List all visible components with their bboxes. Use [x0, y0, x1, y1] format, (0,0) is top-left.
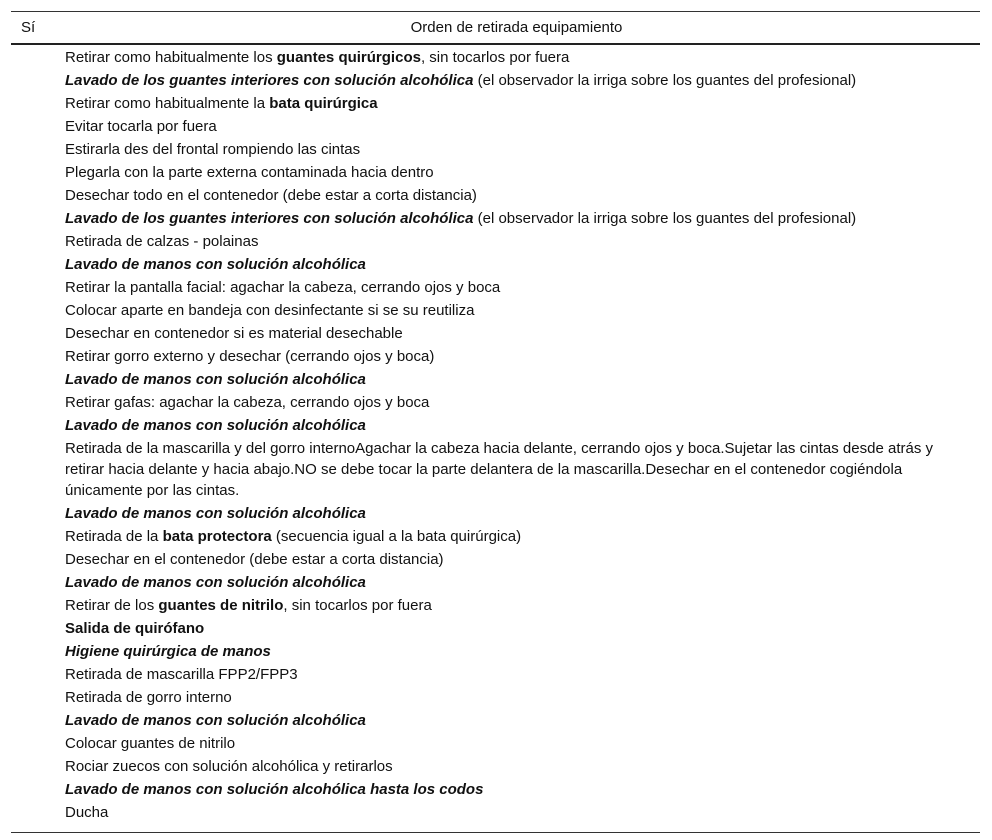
table-row [11, 687, 980, 708]
table-row [11, 323, 980, 344]
row-text: (el observador la irriga sobre los guantes del profesional) [473, 210, 857, 227]
emphasis-text: Lavado de manos con solución alcohólica [65, 574, 366, 591]
table-row [11, 618, 980, 639]
emphasis-text: Lavado de manos con solución alcohólica hasta los codos [65, 781, 484, 798]
row-text: Estirarla des del frontal rompiendo las cintas [65, 141, 361, 158]
table-row [11, 346, 980, 367]
table-row [11, 116, 980, 137]
emphasis-text: bata quirúrgica [269, 95, 378, 112]
column-header-si: Sí [21, 19, 36, 36]
row-text: Desechar todo en el contenedor (debe estar a corta distancia) [65, 187, 477, 204]
emphasis-text: Salida de quirófano [65, 620, 205, 637]
row-text: Retirar la pantalla facial: agachar la cabeza, cerrando ojos y boca [65, 279, 501, 296]
row-text: Retirar gafas: agachar la cabeza, cerrando ojos y boca [65, 394, 430, 411]
row-text: Plegarla con la parte externa contaminada hacia dentro [65, 164, 434, 181]
row-text: Desechar en el contenedor (debe estar a corta distancia) [65, 551, 444, 568]
row-text: Retirada de mascarilla FPP2/FPP3 [65, 666, 298, 683]
emphasis-text: Lavado de manos con solución alcohólica [65, 371, 366, 388]
table-row [11, 392, 980, 413]
row-text: , sin tocarlos por fuera [283, 597, 432, 614]
table-row [11, 254, 980, 275]
table-row [11, 185, 980, 206]
table-row [11, 208, 980, 229]
row-text: Retirar de los [65, 597, 159, 614]
column-header-order: Orden de retirada equipamiento [410, 19, 623, 36]
table-row [11, 595, 980, 616]
table-row [11, 549, 980, 570]
table-row [11, 503, 980, 524]
table-row [11, 526, 980, 547]
table-row [11, 139, 980, 160]
row-text: Retirada de gorro interno [65, 689, 232, 706]
row-text: Evitar tocarla por fuera [65, 118, 217, 135]
row-text: Retirada de la [65, 528, 163, 545]
emphasis-text: bata protectora [162, 528, 272, 545]
row-text: (secuencia igual a la bata quirúrgica) [271, 528, 522, 545]
row-text: Colocar guantes de nitrilo [65, 735, 236, 752]
table-body [11, 45, 980, 833]
row-text: Retirar como habitualmente la [65, 95, 270, 112]
emphasis-text: guantes de nitrilo [158, 597, 284, 614]
table-row [11, 300, 980, 321]
emphasis-text: Higiene quirúrgica de manos [65, 643, 271, 660]
row-text: Retirada de la mascarilla y del gorro internoAgachar la cabeza hacia delante, cerrando ojos y boca.Sujetar las cintas desde atrás y retirar hacia delante y hacia abajo.NO se debe tocar la parte delantera de la mascarilla.Desechar en el contenedor cogiéndola únicamente por las cintas. [65, 440, 933, 499]
emphasis-text: Lavado de los guantes interiores con solución alcohólica [65, 72, 474, 89]
emphasis-text: Lavado de manos con solución alcohólica [65, 256, 366, 273]
emphasis-text: Lavado de manos con solución alcohólica [65, 417, 366, 434]
row-text: Retirar como habitualmente los [65, 49, 277, 66]
table-row [11, 231, 980, 252]
row-text: (el observador la irriga sobre los guantes del profesional) [473, 72, 857, 89]
table-row [11, 369, 980, 390]
table-row [11, 733, 980, 754]
table-row [11, 641, 980, 662]
row-text: Retirada de calzas - polainas [65, 233, 259, 250]
table-row [11, 70, 980, 91]
equipment-removal-table [11, 11, 980, 833]
table-row [11, 802, 980, 823]
emphasis-text: Lavado de manos con solución alcohólica [65, 712, 366, 729]
table-row [11, 277, 980, 298]
table-row [11, 93, 980, 114]
table-row [11, 756, 980, 777]
table-row [11, 438, 980, 501]
table-row [11, 710, 980, 731]
row-text: , sin tocarlos por fuera [420, 49, 570, 66]
row-text: Ducha [65, 804, 109, 821]
row-text: Retirar gorro externo y desechar (cerrando ojos y boca) [65, 348, 435, 365]
table-header [11, 11, 980, 45]
row-text: Desechar en contenedor si es material desechable [65, 325, 403, 342]
table-row [11, 779, 980, 800]
emphasis-text: Lavado de manos con solución alcohólica [65, 505, 366, 522]
emphasis-text: guantes quirúrgicos [276, 49, 421, 66]
row-text: Colocar aparte en bandeja con desinfectante si se su reutiliza [65, 302, 475, 319]
emphasis-text: Lavado de los guantes interiores con solución alcohólica [65, 210, 474, 227]
table-row [11, 162, 980, 183]
table-row [11, 664, 980, 685]
row-text: Rociar zuecos con solución alcohólica y retirarlos [65, 758, 393, 775]
table-row [11, 572, 980, 593]
table-row [11, 47, 980, 68]
table-row [11, 415, 980, 436]
